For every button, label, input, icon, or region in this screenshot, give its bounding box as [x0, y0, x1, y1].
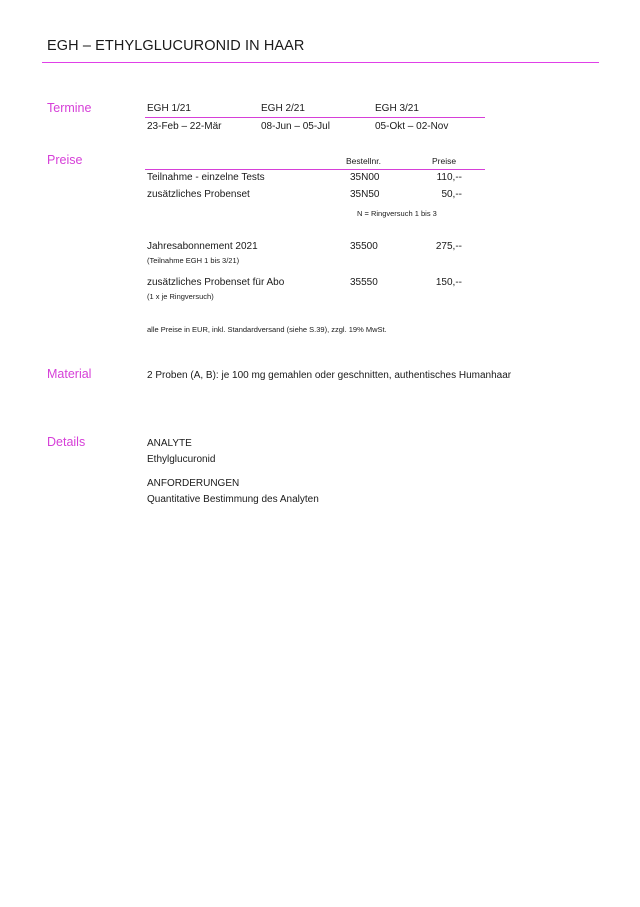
- abo-nr: 35500: [350, 241, 378, 252]
- abo-label: Jahresabonnement 2021: [147, 241, 258, 252]
- material-text: 2 Proben (A, B): je 100 mg gemahlen oder geschnitten, authentisches Humanhaar: [147, 370, 512, 381]
- row-probenset-nr: 35N50: [350, 189, 380, 200]
- row-teilnahme-nr: 35N00: [350, 172, 380, 183]
- header-preise: Preise: [432, 156, 457, 166]
- row-probenset-label: zusätzliches Probenset: [147, 189, 250, 200]
- section-termine: Termine: [47, 101, 92, 115]
- abo-set-sub: (1 x je Ringversuch): [147, 292, 214, 301]
- termin-1-dates: 23-Feb – 22-Mär: [147, 121, 222, 132]
- termin-1-code: EGH 1/21: [147, 103, 191, 114]
- header-bestellnr: Bestellnr.: [346, 156, 381, 166]
- abo-sub: (Teilnahme EGH 1 bis 3/21): [147, 256, 240, 265]
- analyte-value: Ethylglucuronid: [147, 454, 216, 465]
- termin-2-code: EGH 2/21: [261, 103, 305, 114]
- termine-divider: [145, 117, 485, 118]
- abo-set-preis: 150,--: [435, 277, 462, 288]
- analyte-heading: ANALYTE: [147, 438, 192, 449]
- row-teilnahme-preis: 110,--: [436, 172, 462, 183]
- anforderungen-value: Quantitative Bestimmung des Analyten: [147, 494, 319, 505]
- row-probenset-preis: 50,--: [441, 189, 462, 200]
- termin-2-dates: 08-Jun – 05-Jul: [261, 121, 330, 132]
- anforderungen-heading: ANFORDERUNGEN: [147, 478, 240, 489]
- abo-preis: 275,--: [435, 241, 462, 252]
- termin-3-dates: 05-Okt – 02-Nov: [375, 121, 449, 132]
- note-ringversuch: N = Ringversuch 1 bis 3: [357, 209, 437, 218]
- termin-3-code: EGH 3/21: [375, 103, 419, 114]
- preise-divider: [145, 169, 485, 170]
- abo-set-label: zusätzliches Probenset für Abo: [147, 277, 285, 288]
- title-divider: [42, 62, 599, 63]
- section-preise: Preise: [47, 153, 83, 167]
- abo-set-nr: 35550: [350, 277, 378, 288]
- section-material: Material: [47, 367, 92, 381]
- section-details: Details: [47, 435, 86, 449]
- price-footnote: alle Preise in EUR, inkl. Standardversand (siehe S.39), zzgl. 19% MwSt.: [147, 325, 387, 334]
- page-title: EGH – ETHYLGLUCURONID IN HAAR: [47, 38, 305, 54]
- row-teilnahme-label: Teilnahme - einzelne Tests: [147, 172, 265, 183]
